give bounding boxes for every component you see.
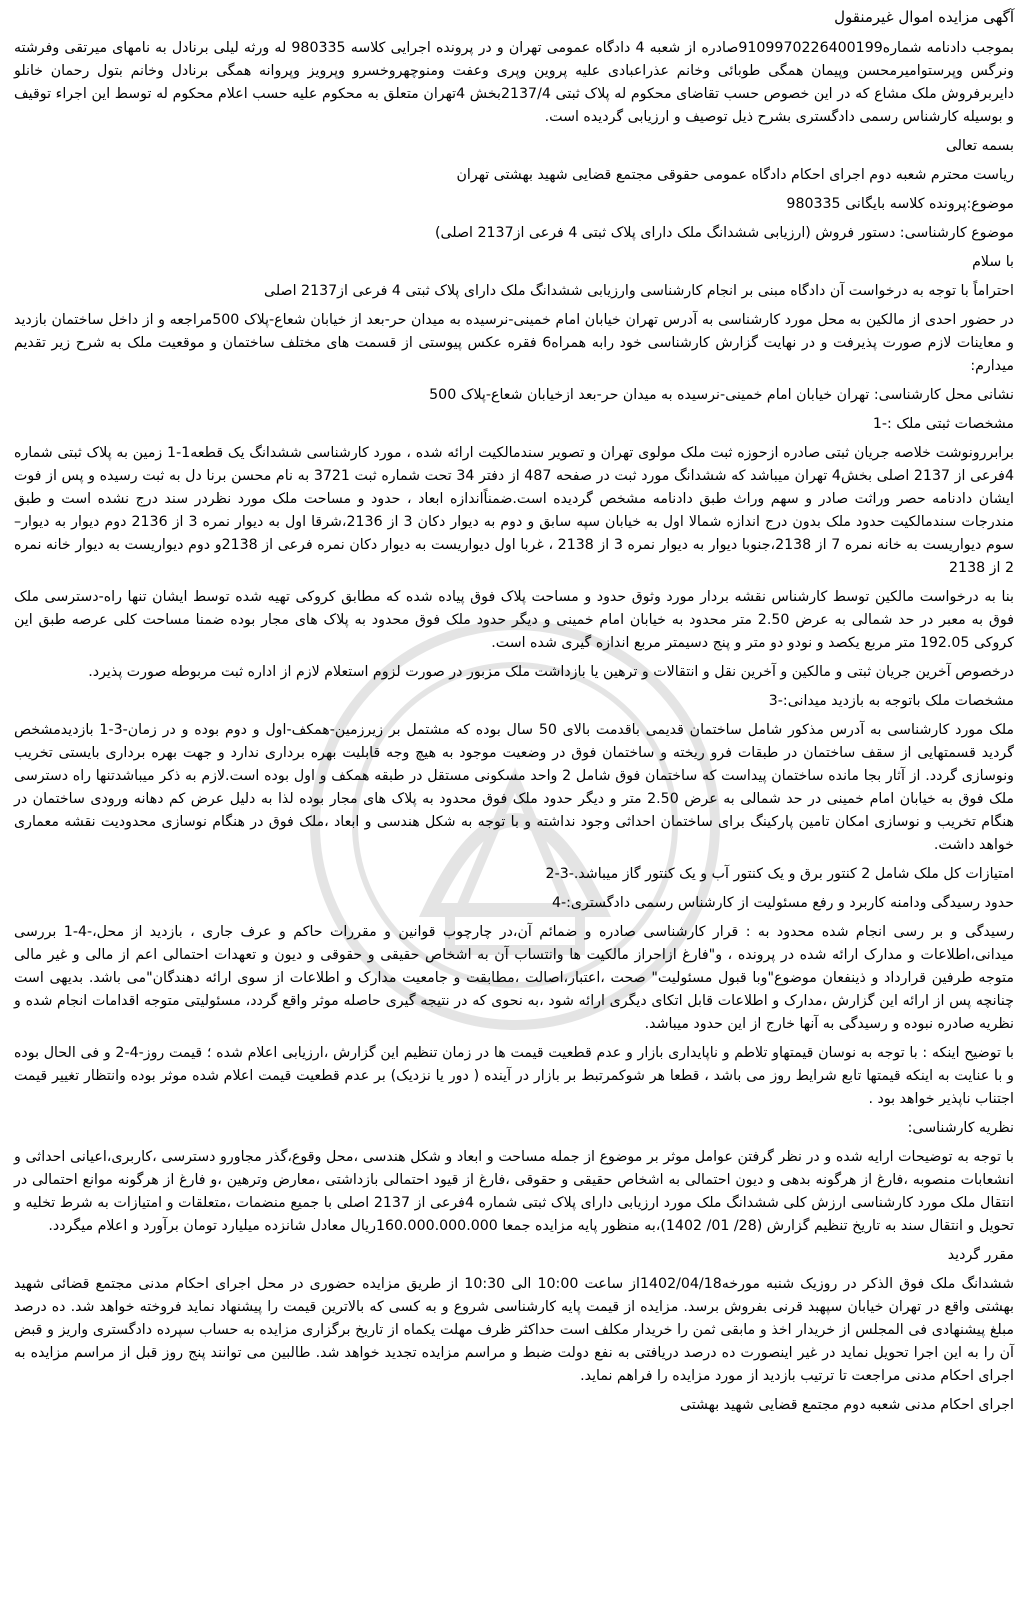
auction-paragraph: ششدانگ ملک فوق الذکر در روزیک شنبه مورخه1402/04/18از ساعت 10:00 الی 10:30 از طریق مزایده حضوری در محل اجرای احکام مدنی مجتمع قضائی شهید بهشتی واقع در تهران خیابان سپهبد قرنی بفروش برسد. مزایده از قیمت پایه کارشناسی شروع و به کسی که بالاترین قیمت را پیشنهاد نماید فروخته خواهد شد. ده درصد مبلغ پیشنهادی فی المجلس از خریدار اخذ و مابقی ثمن را خریدار مکلف است حداکثر ظرف مهلت یکماه از تاریخ برگزاری مزایده به حساب سپرده دادگستری واریز و قبض آن را به این اجرا تحویل نماید در غیر اینصورت ده درصد دریافتی به نفع دولت ضبط و مراسم مزایده تجدید خواهد شد. طالبین می توانند پنج روز قبل از مراسم مزایده به اجرای احکام مدنی مراجعت تا ترتیب بازدید از مورد مزایده را فراهم نماید. — [14, 1276, 1015, 1384]
section-4-1-paragraph: رسیدگی و بر رسی انجام شده محدود به : قرار کارشناسی صادره و ضمائم آن،در چارچوب قوانین و مقررات حاکم و عرف جاری ، بازدید از محل،-4-1 بررسی میدانی،اطلاعات و مدارک ارائه شده در پرونده ، و"فارغ ازاحراز مالکیت ها وانتساب آن به اشخاص حقیقی و حقوقی و دیون و تعهدات احتمالی اعم از مالی و غیر مالی متوجه طرفین قرارداد و ذینفعان موضوع"وبا قبول مسئولیت" صحت ،اعتبار،اصالت ،مطابقت و جامعیت مدارک و اطلاعات از سوی ارائه دهندگان"می باشد. بدیهی است چنانچه پس از ارائه این گزارش ،مدارک و اطلاعات قابل اتکای دیگری ارائه شود ،به نحوی که در نتیجه گیری حاصله موثر واقع گردد، مسئولیتی متوجه اقدامات انجام شده و نظریه صادره نبوده و رسیدگی به آنها خارج از این حدود میباشد. — [14, 924, 1014, 1032]
section-1-1-paragraph: برابررونوشت خلاصه جریان ثبتی صادره ازحوزه ثبت ملک مولوی تهران و تصویر سندمالکیت ارائه شده ، مورد کارشناسی ششدانگ یک قطعه1-1 زمین به پلاک ثبتی شماره 4فرعی از 2137 اصلی بخش4 تهران میباشد که ششدانگ مورد ثبت در صفحه 487 از دفتر 34 تحت شماره ثبت 3721 به نام محسن برنا دل به ثبت رسیده و پس از فوت ایشان دادنامه حصر وراثت صادر و سهم وراث طبق دادنامه مشخص گردیده است.ضمناًاندازه ابعاد ، حدود و مساحت ملک مورد نظردر سند درج نشده است و طبق مندرجات سندمالکیت حدود ملک بدون درج اندازه شمالا اول به خیابان سپه سابق و دوم به دیوار دکان 3 از 2136،شرقا اول به دیوار نمره 3 از 2136 دوم دیوار به دیوار–سوم دیواریست به خانه نمره 7 از 2138،جنوبا دیوار به دیوار نمره 3 از 2138 ، غربا اول دیواریست به دیوار دکان نمره فرعی از 2138و دوم دیواریست به دیوار خانه نمره 2 از 2138 — [14, 445, 1015, 576]
address-line: نشانی محل کارشناسی: تهران خیابان امام خمینی-نرسیده به میدان حر-بعد ازخیابان شعاع-پلاک 500 — [429, 387, 1014, 403]
respect-paragraph: احتراماً با توجه به درخواست آن دادگاه مبنی بر انجام کارشناسی وارزیابی ششدانگ ملک دارای پلاک ثبتی 4 فرعی از2137 اصلی — [264, 283, 1014, 299]
visit-paragraph: در حضور احدی از مالکین به محل مورد کارشناسی به آدرس تهران خیابان امام خمینی-نرسیده به میدان حر-بعد از خیابان شعاع-پلاک 500مراجعه و از داخل ساختمان بازدید و معاینات لازم صورت پذیرفت و در نهایت گزارش کارشناسی خود رابه همراه6 فقره عکس پیوستی از قسمت های مختلف ساختمان و موقعیت ملک به شرح زیر تقدیم میدارم: — [14, 312, 1015, 374]
section-3-1-paragraph: ملک مورد کارشناسی به آدرس مذکور شامل ساختمان قدیمی باقدمت بالای 50 سال بوده که مشتمل بر زیرزمین-همکف-اول و دوم بوده و در زمان-3-1 بازدیدمشخص گردید قسمتهایی از سقف ساختمان در طبقات فرو ریخته و ساختمان فوق در وضعیت موجود به هیچ وجه قابلیت بهره برداری ندارد و جهت بهره برداری بایستی تخریب ونوسازی گردد. از آثار بجا مانده ساختمان پیداست که ساختمان فوق شامل 2 واحد مسکونی مستقل در طبقه همکف و اول بوده است.لازم به ذکر میباشدتنها راه دسترسی ملک فوق به خیابان امام خمینی در حد شمالی به عرض 2.50 متر و دیگر حدود ملک فوق محدود به پلاک های مجار بوده لذا به دلیل عرض کم دهانه ورودی ساختمان در هنگام تخریب و نوسازی امکان تامین پارکینگ برای ساختمان احداثی وجود نداشته و با توجه به شکل هندسی و ابعاد ،ملک فوق در هنگام نوسازی محدودیت نقشه معماری خواهد داشت. — [14, 722, 1015, 853]
bismillah: بسمه تعالی — [945, 138, 1014, 154]
section-1-3-paragraph: درخصوص آخرین جریان ثبتی و مالکین و آخرین نقل و انتقالات و ترهین یا بازداشت ملک مزبور در صورت لزوم استعلام لازم از اداره ثبت مربوطه صورت پذیرد. — [88, 664, 1014, 680]
addressee-line: ریاست محترم شعبه دوم اجرای احکام دادگاه عمومی حقوقی مجتمع قضایی شهید بهشتی تهران — [456, 167, 1014, 183]
opinion-heading: نظریه کارشناسی: — [907, 1120, 1014, 1136]
section-3-2-paragraph: امتیازات کل ملک شامل 2 کنتور برق و یک کنتور آب و یک کنتور گاز میباشد.-3-2 — [545, 866, 1014, 882]
section-3-heading: مشخصات ملک باتوجه به بازدید میدانی:-3 — [768, 693, 1014, 709]
section-4-2-paragraph: با توضیح اینکه : با توجه به نوسان قیمتهاو تلاطم و ناپایداری بازار و عدم قطعیت قیمت ها در زمان تنظیم این گزارش ،ارزیابی اعلام شده ؛ قیمت روز-4-2 و فی الحال بوده و با عنایت به اینکه قیمتها تابع شرایط روز می باشد ، قطعا هر شوکمرتبط بر بازار در آینده ( دور یا نزدیک) بر عدم قطعیت قیمت اعلام شده موثر بوده وانتظار تغییر قیمت اجتناب ناپذیر خواهد بود . — [14, 1045, 1014, 1107]
subject-expert-line: موضوع کارشناسی: دستور فروش (ارزیابی ششدانگ ملک دارای پلاک ثبتی 4 فرعی از2137 اصلی) — [434, 225, 1014, 241]
intro-paragraph: بموجب دادنامه شماره9109970226400199صادره از شعبه 4 دادگاه عمومی تهران و در پرونده اجرایی کلاسه 980335 له ورثه لیلی برنادل به نامهای میرتقی وفرشته ونرگس وپرستوامیرمحسن وپیمان همگی طوبائی وخانم عذراعبادی علیه پروین وپری وعفت ومنوچهروخسرو وپرویز وپروانه همگی برنادل وخانم بتول رحمان خانلو دایربرفروش ملک مشاع که در این خصوص حسب تقاضای محکوم له پلاک ثبتی 2137/4بخش 4تهران متعلق به محکوم علیه حسب اعلام محکوم له توسط این اجراء توقیف و بوسیله کارشناس رسمی دادگستری بشرح ذیل توصیف و ارزیابی گردیده است. — [14, 40, 1014, 125]
opinion-paragraph: با توجه به توضیحات ارایه شده و در نظر گرفتن عوامل موثر بر موضوع از جمله مساحت و ابعاد و شکل هندسی ،محل وقوع،گذر مجاورو دسترسی ،کاربری،اعیانی احداثی و انشعابات منصوبه ،فارغ از هرگونه بدهی و دیون احتمالی به اشخاص حقیقی و حقوقی ،فارغ از قیود احتمالی بازداشتی ،معارض وترهین ،و فارغ از هرگونه موانع احتمالی در انتقال ملک مورد کارشناسی ارزش کلی ششدانگ ملک مورد ارزیابی دارای پلاک ثبتی شماره 4فرعی از 2137 اصلی با جمیع منضمات ،متعلقات و امتیازات به شرط تخلیه و تحویل و انتقال سند به تاریخ تنظیم گزارش (28/ 01/ 1402)،به منظور پایه مزایده جمعا 160.000.000.000ریال معادل شانزده میلیارد تومان برآورد و اعلام میگردد. — [14, 1149, 1014, 1234]
section-4-heading: حدود رسیدگی ودامنه کاربرد و رفع مسئولیت از کارشناس رسمی دادگستری:-4 — [551, 895, 1014, 911]
signature-line: اجرای احکام مدنی شعبه دوم مجتمع قضایی شهید بهشتی — [679, 1397, 1014, 1413]
greeting-line: با سلام — [972, 254, 1014, 270]
section-1-heading: مشخصات ثبتی ملک :-1 — [872, 416, 1014, 432]
notice-title: آگهی مزایده اموال غیرمنقول — [834, 8, 1014, 26]
section-1-2-paragraph: بنا به درخواست مالکین توسط کارشناس نقشه بردار مورد وثوق حدود و مساحت پلاک فوق پیاده شده که مطابق کروکی تهیه شده توسط ایشان تنها راه-دسترسی ملک فوق به معبر در حد شمالی به عرض 2.50 متر محدود به خیابان امام خمینی و دیگر حدود ملک فوق محدود به پلاک های مجار بوده ضمنا مساحت کلی عرصه طبق این کروکی 192.05 متر مربع یکصد و نودو دو متر و پنج دسیمتر مربع اندازه گیری شده است. — [14, 589, 1014, 651]
subject-file-line: موضوع:پرونده کلاسه بایگانی 980335 — [786, 196, 1014, 212]
decided-line: مقرر گردید — [947, 1247, 1014, 1263]
